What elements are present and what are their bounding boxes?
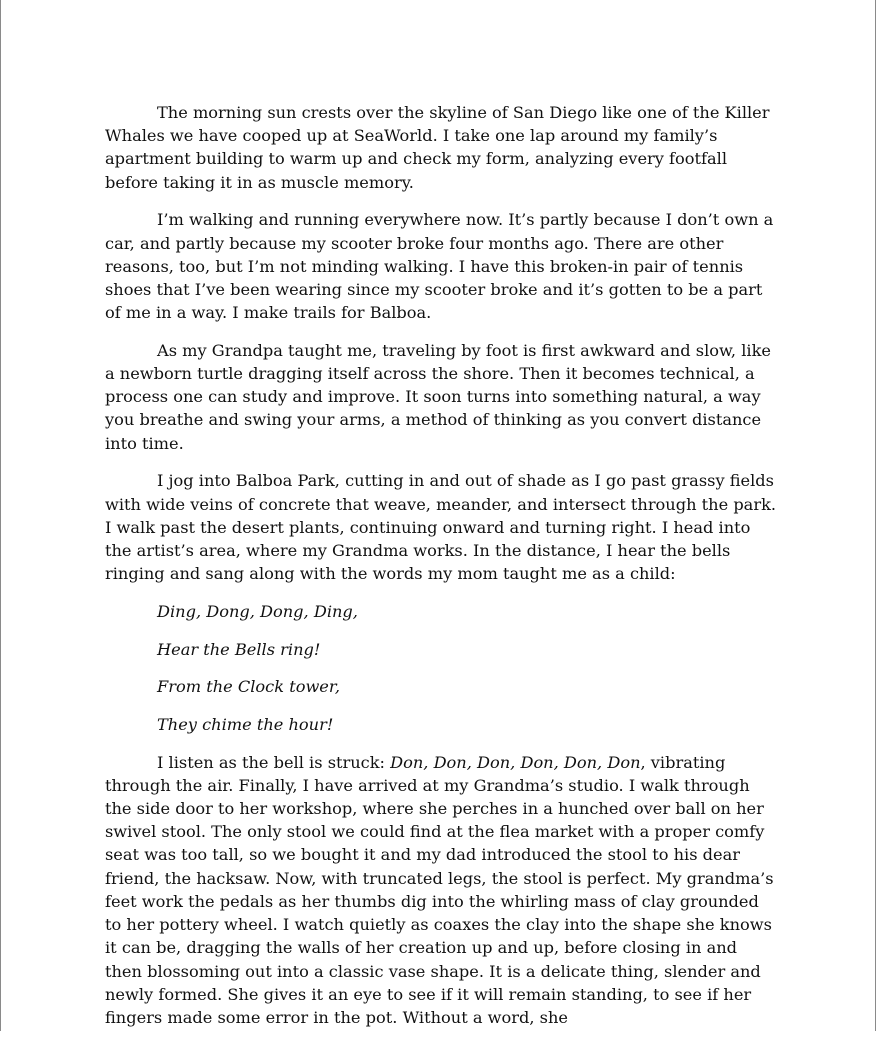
studio-lead-text: I listen as the bell is struck: xyxy=(157,752,391,772)
verse-line-3: From the Clock tower, xyxy=(157,677,340,697)
studio-rest-text: , vibrating through the air. Finally, I have arrived at my Grandma’s studio. I walk through the side door to her workshop, where she perches in a hunched over ball on her swivel stool. The only stool we could find at the flea market with a proper comfy seat was too tall, so we bought it and my dad introduced the stool to his dear friend, the hacksaw. Now, with truncated legs, the stool is perfect. My grandma’s feet work the pedals as her thumbs dig into the whirling mass of clay grounded to her pottery wheel. I watch quietly as coaxes the clay into the shape she knows it can be, dragging the walls of her creation up and up, before closing in and then blossoming out into a classic vase shape. It is a delicate thing, slender and newly formed. She gives it an eye to see if it will remain standing, to see if her fingers made some error in the pot. Without a word, she xyxy=(105,752,774,1027)
paragraph-walking: I’m walking and running everywhere now. It’s partly because I don’t own a car, and partly because my scooter broke four months ago. There are other reasons, too, but I’m not minding walking. I have this broken-in pair of tennis shoes that I’ve been wearing since my scooter broke and it’s gotten to be a part of me in a way. I make trails for Balboa. xyxy=(105,210,774,323)
paragraph-balboa-park: I jog into Balboa Park, cutting in and out of shade as I go past grassy fields with wide veins of concrete that weave, meander, and intersect through the park. I walk past the desert plants, continuing onward and turning right. I head into the artist’s area, where my Grandma works. In the distance, I hear the bells ringing and sang along with the words my mom taught me as a child: xyxy=(105,471,777,584)
paragraph-studio xyxy=(105,751,777,1029)
paragraph-grandpa: As my Grandpa taught me, traveling by foot is first awkward and slow, like a newborn turtle dragging itself across the shore. Then it becomes technical, a process one can study and improve. It soon turns into something natural, a way you breathe and swing your arms, a method of thinking as you convert distance into time. xyxy=(105,340,771,453)
verse-line-1: Ding, Dong, Dong, Ding, xyxy=(157,601,358,621)
verse-line-4: They chime the hour! xyxy=(157,714,334,734)
document-body xyxy=(105,101,777,1044)
paragraph-morning-sun: The morning sun crests over the skyline of San Diego like one of the Killer Whales we have cooped up at SeaWorld. I take one lap around my family’s apartment building to warm up and check my form, analyzing every footfall before taking it in as muscle memory. xyxy=(105,103,770,192)
verse-line-2: Hear the Bells ring! xyxy=(157,639,321,659)
bell-sounds: Don, Don, Don, Don, Don, Don xyxy=(390,752,641,772)
